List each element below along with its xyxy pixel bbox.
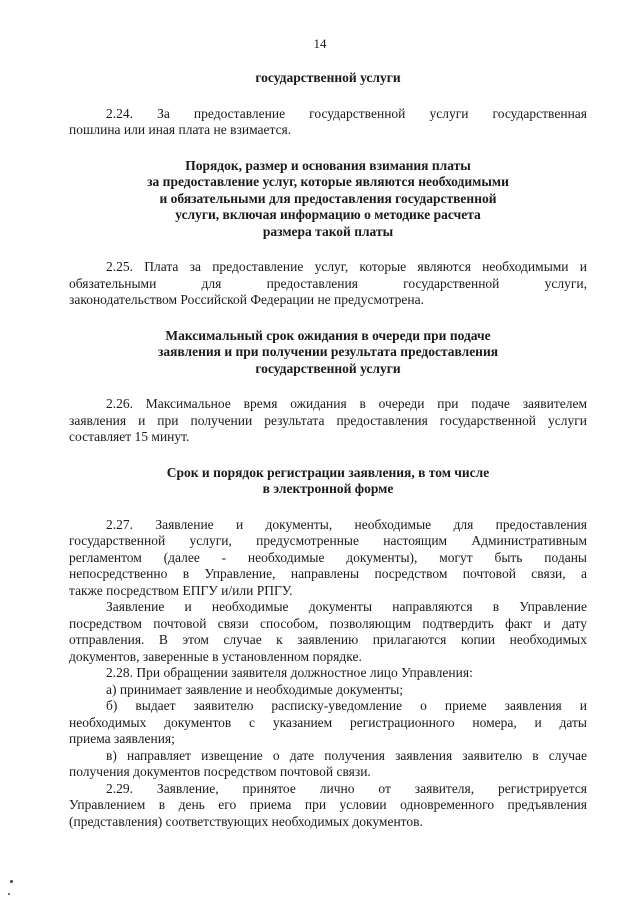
paragraph-line: также посредством ЕПГУ и/или РПГУ.: [69, 582, 293, 598]
paragraph-line: документов, заверенные в установленном порядке.: [69, 648, 362, 664]
paragraph-line: а) принимает заявление и необходимые документы;: [106, 681, 404, 697]
scan-speck: [8, 893, 10, 895]
paragraph-line: обязательными для предоставления государственной услуги,: [69, 275, 587, 291]
paragraph-line: заявления и при получении результата предоставления государственной услуги: [69, 412, 587, 428]
paragraph-line: посредством почтовой связи способом, позволяющим подтвердить факт и дату: [69, 615, 587, 631]
paragraph-2-25: [69, 259, 587, 309]
continued-heading: государственной услуги: [255, 70, 401, 85]
heading-line: и обязательными для предоставления государственной: [159, 190, 497, 206]
paragraph-2-24: [69, 106, 587, 139]
paragraph-line: 2.27. Заявление и документы, необходимые для предоставления: [106, 516, 587, 532]
page-content: [69, 66, 587, 830]
paragraph-line: пошлина или иная плата не взимается.: [69, 122, 292, 137]
paragraph-line: составляет 15 минут.: [69, 429, 190, 444]
section-heading-wait: [69, 328, 587, 378]
heading-line: государственной услуги: [255, 360, 401, 376]
paragraph-line: Управлением в день его приема при условии одновременного предъявления: [69, 797, 587, 812]
heading-line: Порядок, размер и основания взимания платы: [185, 157, 471, 173]
paragraph-line: 2.25. Плата за предоставление услуг, которые являются необходимыми и: [106, 259, 587, 274]
heading-line: размера такой платы: [262, 223, 394, 239]
paragraph-2-28-c: [69, 748, 587, 781]
paragraph-2-28: [69, 665, 587, 682]
paragraph-line: приема заявления;: [69, 731, 175, 746]
section-heading-registration: [69, 465, 587, 498]
heading-line: Срок и порядок регистрации заявления, в том числе: [166, 464, 490, 480]
paragraph-line: государственной услуги, предусмотренные настоящим Административным: [69, 533, 587, 548]
paragraph-line: 2.29. Заявление, принятое лично от заявителя, регистрируется: [106, 780, 587, 796]
paragraph-line: в) направляет извещение о дате получения заявления заявителю в случае: [106, 747, 587, 763]
section-heading-fee: [69, 158, 587, 241]
paragraph-2-28-b: [69, 698, 587, 748]
paragraph-2-29: [69, 781, 587, 831]
paragraph-line: непосредственно в Управление, направлены посредством почтовой связи, а: [69, 566, 587, 581]
paragraph-2-28-a: [69, 682, 587, 699]
heading-line: за предоставление услуг, которые являются необходимыми: [147, 174, 509, 189]
paragraph-line: получения документов посредством почтовой связи.: [69, 764, 371, 779]
paragraph-line: отправления. В этом случае к заявлению прилагаются копии необходимых: [69, 632, 587, 647]
paragraph-2-27-mail: [69, 599, 587, 665]
heading-line: Максимальный срок ожидания в очереди при подаче: [165, 327, 491, 343]
paragraph-2-26: [69, 396, 587, 446]
paragraph-line: б) выдает заявителю расписку-уведомление о приеме заявления и: [106, 698, 587, 713]
heading-line: заявления и при получении результата предоставления: [157, 344, 499, 359]
paragraph-line: законодательством Российской Федерации не предусмотрена.: [69, 292, 424, 307]
scan-speck: [10, 880, 13, 883]
paragraph-2-27: [69, 517, 587, 600]
paragraph-line: необходимых документов с указанием регистрационного номера, и даты: [69, 714, 587, 730]
paragraph-line: (представления) соответствующих необходимых документов.: [69, 813, 423, 829]
paragraph-line: Заявление и необходимые документы направляются в Управление: [106, 599, 587, 614]
heading-line: в электронной форме: [262, 481, 394, 496]
paragraph-line: 2.24. За предоставление государственной услуги государственная: [106, 105, 587, 121]
page-number: 14: [313, 36, 327, 51]
heading-line: услуги, включая информацию о методике расчета: [175, 207, 481, 222]
paragraph-line: регламентом (далее - необходимые документы), могут быть поданы: [69, 549, 587, 565]
paragraph-line: 2.26. Максимальное время ожидания в очереди при подаче заявителем: [106, 396, 587, 411]
paragraph-line: 2.28. При обращении заявителя должностное лицо Управления:: [106, 665, 473, 680]
